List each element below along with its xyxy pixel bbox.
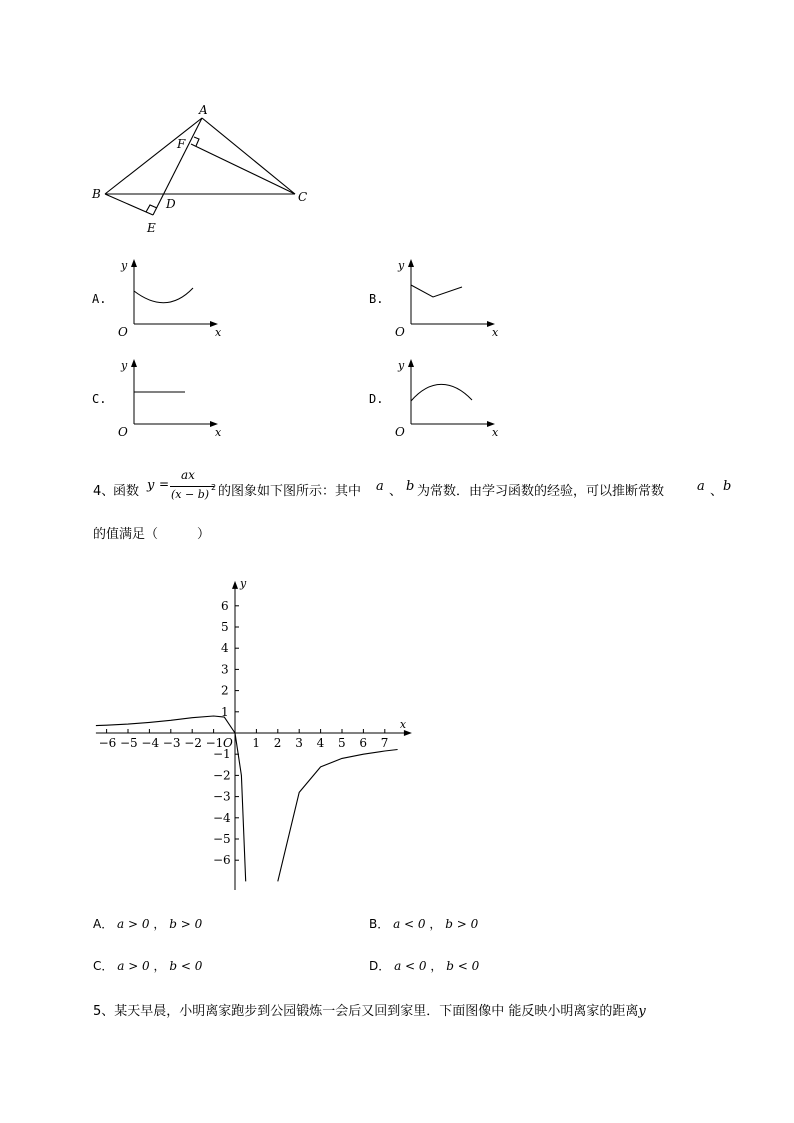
q3-option-d-label: D. <box>369 392 384 406</box>
y-tick-label: 1 <box>221 704 229 719</box>
y-tick-label: 2 <box>221 683 229 698</box>
q3c-origin-label: O <box>118 425 128 439</box>
q4-option-b-cond1: a < 0 <box>393 917 426 931</box>
q4-option-c-cond2: b < 0 <box>169 959 203 973</box>
q4-option-a <box>93 915 202 932</box>
q3b-origin-label: O <box>395 325 405 339</box>
y-tick-label: −2 <box>213 768 231 783</box>
y-tick-label: 5 <box>221 620 229 634</box>
q4-formula-numerator: ax <box>181 468 195 482</box>
q3-option-b-label: B. <box>369 292 384 306</box>
x-tick-label: 5 <box>338 736 346 750</box>
q3-option-d-graph <box>392 355 507 440</box>
q4-prefix: 函数 <box>113 484 140 499</box>
y-axis-label: y <box>240 576 247 590</box>
x-axis-label: x <box>399 718 407 731</box>
q3c-x-label: x <box>215 426 222 439</box>
q4-option-c-comma: ， <box>153 959 166 973</box>
segment-ae <box>153 118 202 215</box>
q4-var-b-2: b <box>723 479 732 494</box>
q3d-origin-label: O <box>395 425 405 439</box>
q4-option-d-comma: ， <box>430 959 443 973</box>
y-tick-label: 3 <box>221 662 229 677</box>
label-a: A <box>199 103 208 117</box>
q4-formula-bar <box>170 486 214 487</box>
x-tick-label: 7 <box>380 736 389 750</box>
y-tick-label: 6 <box>221 598 229 613</box>
q3-option-a-label: A. <box>92 292 107 306</box>
q3a-origin-label: O <box>118 325 128 339</box>
q4-number: 4、 <box>93 484 115 499</box>
q3a-x-label: x <box>215 326 222 339</box>
q4-var-a: a <box>376 479 384 494</box>
y-tick-label: −6 <box>213 853 231 868</box>
q5-text: 5、某天早晨，小明离家跑步到公园锻炼一会后又回到家里．下面图像中 能反映小明离家的距离 <box>93 1004 639 1019</box>
y-tick-label: −5 <box>213 832 231 846</box>
q4-option-a-letter: A． <box>93 917 114 931</box>
y-tick-label: −1 <box>213 747 231 762</box>
q4-formula-denominator: (x − b) <box>171 488 210 501</box>
q4-option-b <box>369 915 478 932</box>
segment-ab <box>105 118 202 194</box>
x-tick-label: 3 <box>295 736 303 750</box>
q4-option-d-cond2: b < 0 <box>446 959 480 973</box>
q4-option-b-comma: ， <box>429 917 442 931</box>
q3b-y-label: y <box>398 259 405 272</box>
q3b-x-label: x <box>492 326 499 339</box>
label-b: B <box>92 187 101 201</box>
x-tick-label: 4 <box>316 736 325 750</box>
x-tick-label: 2 <box>273 736 282 750</box>
q4-option-c-letter: C． <box>93 959 114 973</box>
q4-formula-eq: = <box>159 477 170 491</box>
q4-option-c-cond1: a > 0 <box>117 959 150 973</box>
right-angle-mark-f <box>194 137 199 146</box>
triangle-figure <box>85 100 325 240</box>
y-tick-label: 4 <box>221 641 229 656</box>
q3c-y-label: y <box>121 359 128 372</box>
q4-text2: 为常数．由学习函数的经验，可以推断常数 <box>417 484 665 499</box>
x-tick-label: −1 <box>205 736 224 750</box>
q3d-y-label: y <box>398 359 405 372</box>
y-axis-arrow <box>232 581 238 589</box>
q4-option-b-letter: B． <box>369 917 390 931</box>
q4-formula-exponent: 2 <box>211 483 217 492</box>
x-tick-label: 6 <box>359 736 368 750</box>
q3-option-a-graph <box>115 255 230 340</box>
label-f: F <box>177 137 186 151</box>
label-d: D <box>166 197 176 211</box>
q4-text1: 的图象如下图所示：其中 <box>218 484 362 499</box>
x-tick-label: O <box>223 736 233 750</box>
q4-option-c <box>93 957 202 974</box>
x-tick-label: −3 <box>162 736 181 750</box>
q4-formula-y: y <box>147 478 155 493</box>
q5-var-y: y <box>638 1004 646 1019</box>
q3-option-b-graph <box>392 255 507 340</box>
y-tick-label: −3 <box>213 789 231 804</box>
q4-sep-2: 、 <box>710 484 724 499</box>
q4-var-a-2: a <box>697 479 705 494</box>
q4-option-a-comma: ， <box>153 917 166 931</box>
curve-branch-2 <box>278 750 398 882</box>
q3d-x-label: x <box>492 426 499 439</box>
function-graph <box>85 570 415 890</box>
y-tick-label: −4 <box>213 810 231 825</box>
q3-option-c-label: C. <box>92 392 107 406</box>
q3a-y-label: y <box>121 259 128 272</box>
q4-option-b-cond2: b > 0 <box>445 917 479 931</box>
q4-sep: 、 <box>389 484 403 499</box>
x-tick-label: 1 <box>252 736 261 750</box>
x-tick-label: −4 <box>141 736 160 750</box>
q4-var-b: b <box>406 479 415 494</box>
q5-question <box>93 1000 646 1019</box>
x-tick-label: −5 <box>120 736 138 750</box>
q4-option-d <box>369 957 479 974</box>
q4-option-d-letter: D． <box>369 959 391 973</box>
x-tick-label: −2 <box>184 736 202 750</box>
q4-option-d-cond1: a < 0 <box>394 959 427 973</box>
label-e: E <box>147 221 156 235</box>
q4-option-a-cond1: a > 0 <box>117 917 150 931</box>
q4-option-a-cond2: b > 0 <box>169 917 203 931</box>
q4-question-line2: 的值满足（ ） <box>93 527 211 542</box>
label-c: C <box>298 190 308 204</box>
x-tick-label: −6 <box>98 736 117 750</box>
q3-option-c-graph <box>115 355 230 440</box>
